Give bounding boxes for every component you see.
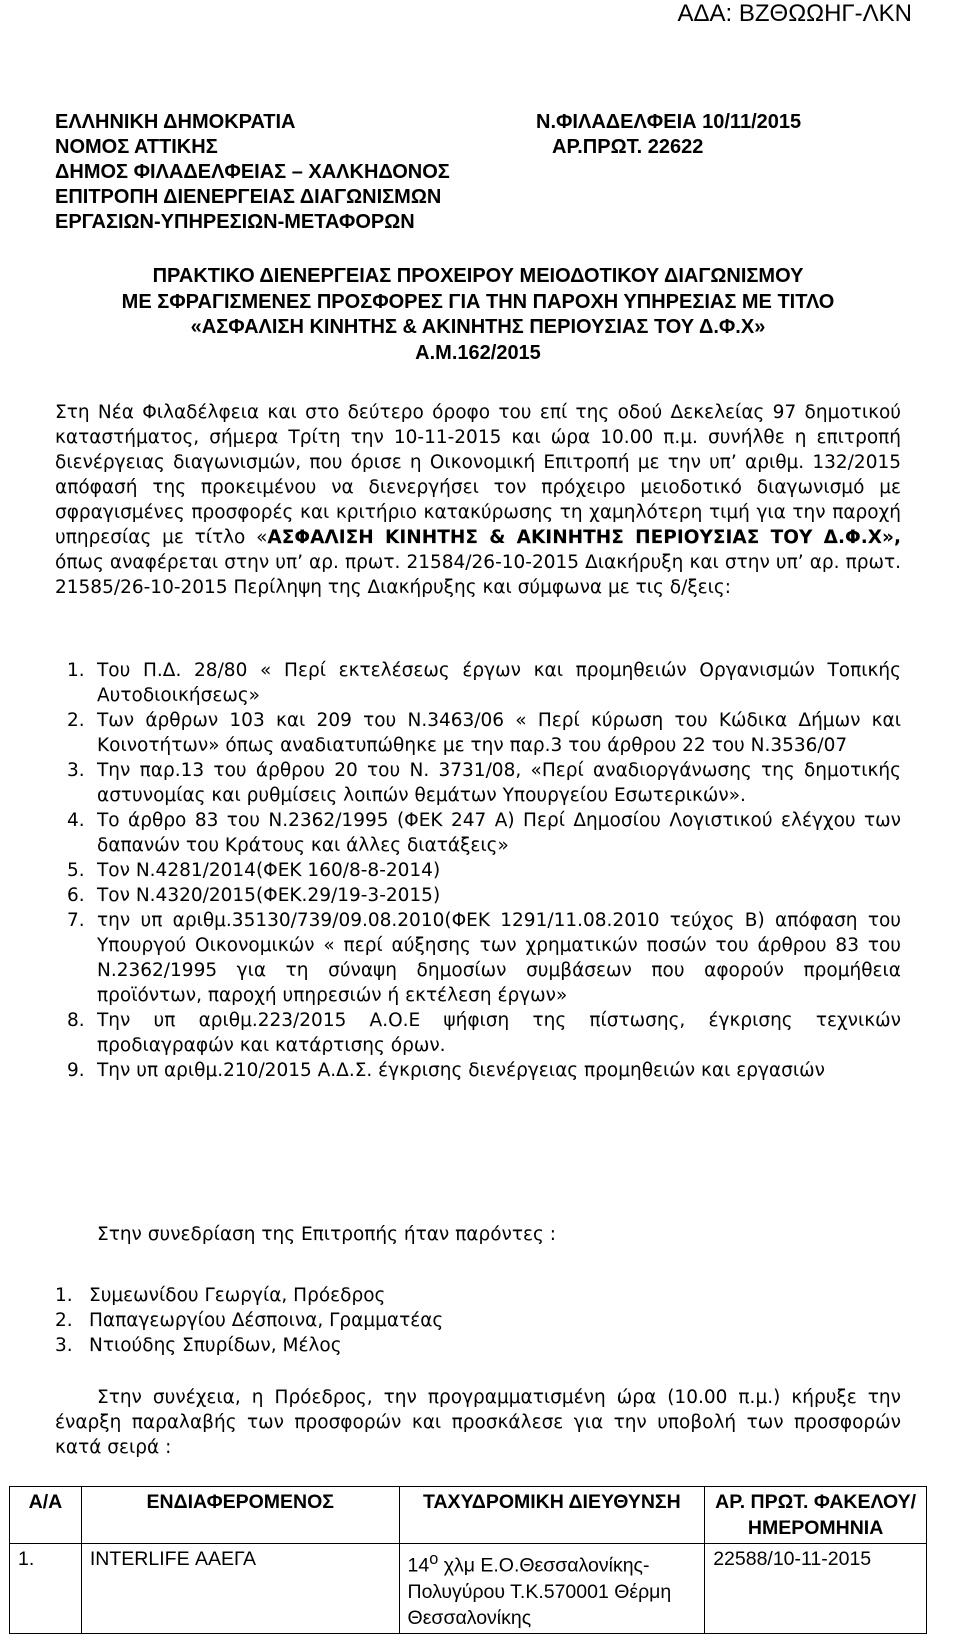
list-item — [55, 1308, 901, 1333]
issuer-line: ΔΗΜΟΣ ΦΙΛΑΔΕΛΦΕΙΑΣ – ΧΑΛΚΗΔΟΝΟΣ — [55, 161, 450, 183]
column-header: ΕΝΔΙΑΦΕΡΟΜΕΝΟΣ — [81, 1487, 399, 1544]
member-name: Συμεωνίδου Γεωργία, Πρόεδρος — [89, 1285, 386, 1306]
table-header-row — [10, 1487, 927, 1544]
title-line: «ΑΣΦΑΛΙΣΗ ΚΙΝΗΤΗΣ & ΑΚΙΝΗΤΗΣ ΠΕΡΙΟΥΣΙΑΣ ΤΟΥ Δ.Φ.Χ» — [190, 316, 766, 338]
issuer-block — [55, 110, 450, 235]
item-text: Την υπ αριθμ.210/2015 Α.Δ.Σ. έγκρισης διενέργειας προμηθειών και εργασιών — [97, 1060, 825, 1081]
item-number: 4. — [67, 810, 85, 831]
member-name: Ντιούδης Σπυρίδων, Μέλος — [89, 1335, 342, 1356]
item-text: Την υπ αριθμ.223/2015 Α.Ο.Ε ψήφιση της πίστωσης, έγκρισης τεχνικών προδιαγραφών και κατάρτισης όρων. — [97, 1010, 901, 1056]
list-item — [55, 758, 901, 808]
protocol-number: ΑΡ.ΠΡΩΤ. 22622 — [552, 136, 704, 158]
item-text: Την παρ.13 του άρθρου 20 του Ν. 3731/08, «Περί αναδιοργάνωσης της δημοτικής αστυνομίας και ρυθμίσεις λοιπών θεμάτων Υπουργείου Εσωτερικών». — [97, 760, 901, 806]
item-number: 5. — [67, 860, 85, 881]
item-number: 8. — [67, 1010, 85, 1031]
list-item — [55, 1283, 901, 1308]
item-number: 7. — [67, 910, 85, 931]
list-item — [55, 808, 901, 858]
list-item — [55, 883, 901, 908]
item-number: 9. — [67, 1060, 85, 1081]
item-text: Τον Ν.4281/2014(ΦΕΚ 160/8-8-2014) — [97, 860, 441, 881]
cell-address — [399, 1544, 705, 1634]
item-number: 2. — [55, 1310, 73, 1331]
member-name: Παπαγεωργίου Δέσποινα, Γραμματέας — [89, 1310, 444, 1331]
item-number: 2. — [67, 710, 85, 731]
intro-text-a: Στη Νέα Φιλαδέλφεια και στο δεύτερο όροφο του επί της οδού Δεκελείας 97 δημοτικού καταστήματος, σήμερα Τρίτη την 10-11-2015 και ώρα 10.00 π.μ. συνήλθε η επιτροπή διενέργειας διαγωνισμών, που όρισε η Οικονομική Επιτροπή με την υπ’ αριθμ. 132/2015 απόφασή της προκειμένου να διενεργήσει τον πρόχειρο μειοδοτικό διαγωνισμό με σφραγισμένες προσφορές και κριτήριο κατακύρωσης τη χαμηλότερη τιμή για την παροχή υπηρεσίας με τίτλο « — [55, 402, 901, 548]
continuation-text: Στην συνέχεια, η Πρόεδρος, την προγραμματισμένη ώρα (10.00 π.μ.) κήρυξε την έναρξη παραλαβής των προσφορών και προσκάλεσε για την υποβολή των προσφορών κατά σειρά : — [55, 1387, 901, 1458]
item-number: 3. — [55, 1335, 73, 1356]
place-date: Ν.ΦΙΛΑΔΕΛΦΕΙΑ 10/11/2015 — [536, 111, 802, 133]
cell-aa: 1. — [10, 1544, 82, 1634]
title-line: Α.Μ.162/2015 — [415, 341, 541, 364]
item-text: Τον Ν.4320/2015(ΦΕΚ.29/19-3-2015) — [97, 885, 441, 906]
offers-table — [9, 1486, 927, 1634]
list-item — [55, 658, 901, 708]
item-number: 1. — [67, 660, 85, 681]
table-row — [10, 1544, 927, 1634]
intro-paragraph — [55, 400, 901, 600]
list-item — [55, 1058, 901, 1083]
intro-text-bold: ΑΣΦΑΛΙΣΗ ΚΙΝΗΤΗΣ & ΑΚΙΝΗΤΗΣ ΠΕΡΙΟΥΣΙΑΣ ΤΟΥ Δ.Φ.Χ», — [267, 527, 901, 548]
list-item — [55, 1008, 901, 1058]
date-protocol-block — [536, 110, 801, 160]
continuation-paragraph — [55, 1385, 901, 1460]
committee-members-list — [55, 1283, 901, 1358]
attendance-intro: Στην συνεδρίαση της Επιτροπής ήταν παρόντες : — [97, 1224, 556, 1245]
item-number: 3. — [67, 760, 85, 781]
cell-name: INTERLIFE ΑΑΕΓΑ — [81, 1544, 399, 1634]
issuer-line: ΕΛΛΗΝΙΚΗ ΔΗΜΟΚΡΑΤΙΑ — [55, 111, 296, 133]
intro-text-b: όπως αναφέρεται στην υπ’ αρ. πρωτ. 21584/26-10-2015 Διακήρυξη και στην υπ’ αρ. πρωτ. 21585/26-10-2015 Περίληψη της Διακήρυξης και σύμφωνα με τις δ/ξεις: — [55, 552, 901, 598]
document-title — [55, 264, 901, 366]
column-header: Α/Α — [10, 1487, 82, 1544]
list-item — [55, 1333, 901, 1358]
item-number: 1. — [55, 1285, 73, 1306]
issuer-line: ΕΡΓΑΣΙΩΝ-ΥΠΗΡΕΣΙΩΝ-ΜΕΤΑΦΟΡΩΝ — [55, 211, 415, 233]
title-line: ΜΕ ΣΦΡΑΓΙΣΜΕΝΕΣ ΠΡΟΣΦΟΡΕΣ ΓΙΑ ΤΗΝ ΠΑΡΟΧΗ ΥΠΗΡΕΣΙΑΣ ΜΕ ΤΙΤΛΟ — [121, 290, 835, 313]
title-line: ΠΡΑΚΤΙΚΟ ΔΙΕΝΕΡΓΕΙΑΣ ΠΡΟΧΕΙΡΟΥ ΜΕΙΟΔΟΤΙΚΟΥ ΔΙΑΓΩΝΙΣΜΟΥ — [152, 265, 804, 287]
item-text: Του Π.Δ. 28/80 « Περί εκτελέσεως έργων και προμηθειών Οργανισμών Τοπικής Αυτοδιοικήσεως» — [97, 660, 901, 706]
column-header: ΑΡ. ΠΡΩΤ. ΦΑΚΕΛΟΥ/ ΗΜΕΡΟΜΗΝΙΑ — [705, 1487, 927, 1544]
item-number: 6. — [67, 885, 85, 906]
issuer-line: ΝΟΜΟΣ ΑΤΤΙΚΗΣ — [55, 136, 218, 158]
address-text: χλμ Ε.Ο.Θεσσαλονίκης-Πολυγύρου Τ.Κ.570001 Θέρμη Θεσσαλονίκης — [407, 1554, 672, 1629]
issuer-line: ΕΠΙΤΡΟΠΗ ΔΙΕΝΕΡΓΕΙΑΣ ΔΙΑΓΩΝΙΣΜΩΝ — [55, 186, 442, 208]
legal-basis-list — [55, 658, 901, 1083]
cell-protocol: 22588/10-11-2015 — [705, 1544, 927, 1634]
address-number: 14 — [407, 1554, 430, 1577]
item-text: Το άρθρο 83 του Ν.2362/1995 (ΦΕΚ 247 Α) Περί Δημοσίου Λογιστικού ελέγχου των δαπανών του Κράτους και άλλες διατάξεις» — [97, 810, 901, 856]
item-text: την υπ αριθμ.35130/739/09.08.2010(ΦΕΚ 1291/11.08.2010 τεύχος Β) απόφαση του Υπουργού Οικονομικών « περί αύξησης των χρηματικών ποσών του άρθρου 83 του Ν.2362/1995 για τη σύναψη δημοσίων συμβάσεων που αφορούν προμήθεια προϊόντων, παροχή υπηρεσιών ή εκτέλεση έργων» — [97, 910, 901, 1006]
list-item — [55, 908, 901, 1008]
column-header: ΤΑΧΥΔΡΟΜΙΚΗ ΔΙΕΥΘΥΝΣΗ — [399, 1487, 705, 1544]
address-superscript: ο — [429, 1550, 439, 1568]
ada-code: ΑΔΑ: ΒΖΘΩΩΗΓ-ΛΚΝ — [677, 0, 912, 27]
list-item — [55, 708, 901, 758]
list-item — [55, 858, 901, 883]
item-text: Των άρθρων 103 και 209 του Ν.3463/06 « Περί κύρωση του Κώδικα Δήμων και Κοινοτήτων» όπως αναδιατυπώθηκε με την παρ.3 του άρθρου 22 του Ν.3536/07 — [97, 710, 901, 756]
